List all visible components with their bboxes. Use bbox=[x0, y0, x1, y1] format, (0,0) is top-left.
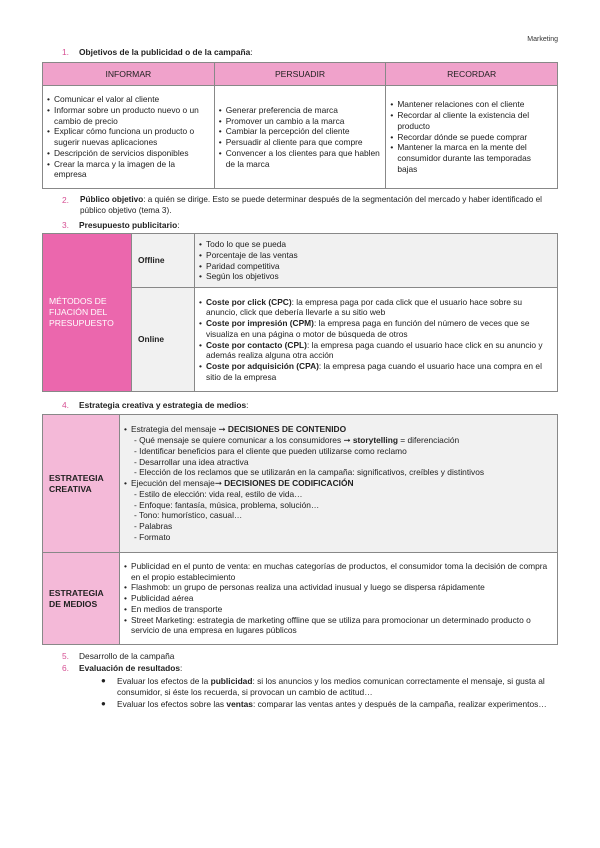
execution-bold: DECISIONES DE CODIFICACIÓN bbox=[221, 478, 354, 489]
list-item: • Promover un cambio a la marca bbox=[219, 116, 382, 127]
cpc-desc: : la empresa paga por cada click que el usuario hace sobre su anuncio, click que debería llevarle a su sitio web bbox=[206, 296, 523, 318]
section-5-number: 5. bbox=[62, 651, 69, 661]
message-strategy-bold: DECISIONES DE CONTENIDO bbox=[225, 424, 347, 435]
storytelling-term: storytelling bbox=[352, 435, 398, 446]
cpl-desc: : la empresa paga cuando el usuario hace click en su anuncio y además realiza alguna otra acción bbox=[206, 339, 543, 361]
list-item: • Cambiar la percepción del cliente bbox=[219, 126, 382, 137]
list-item bbox=[199, 361, 553, 383]
list-item: • Según los objetivos bbox=[199, 271, 553, 282]
section-2-title: Público objetivo bbox=[80, 195, 144, 204]
section-3-number: 3. bbox=[62, 220, 69, 230]
list-item: • Informar sobre un producto nuevo o un cambio de precio bbox=[47, 105, 210, 127]
execution-sub-item: - Palabras bbox=[134, 521, 173, 532]
list-item: • Todo lo que se pueda bbox=[199, 239, 553, 250]
cpm-desc: : la empresa paga en función del número de veces que se visualiza en una página o motor de búsqueda de otros bbox=[206, 318, 530, 339]
list-item bbox=[124, 424, 553, 478]
bullet-icon: ● bbox=[101, 699, 106, 708]
execution-sub-list bbox=[131, 489, 553, 543]
persuadir-cell bbox=[214, 86, 386, 189]
list-item: • Paridad competitiva bbox=[199, 261, 553, 272]
execution-sub-item: - Tono: humorístico, casual… bbox=[134, 510, 243, 521]
section-3-suffix: : bbox=[177, 220, 180, 230]
media-strategy-cell bbox=[120, 553, 558, 645]
list-item bbox=[199, 318, 553, 340]
list-item: • Mantener relaciones con el cliente bbox=[390, 99, 553, 110]
section-4-title: Estrategia creativa y estrategia de medios bbox=[79, 400, 247, 410]
section-2-number: 2. bbox=[62, 195, 69, 205]
section-2-text: : a quién se dirige. Esto se puede determinar después de la segmentación del mercado y haber identificado el público objetivo (tema 3). bbox=[80, 195, 542, 215]
list-item bbox=[199, 297, 553, 319]
section-6-number: 6. bbox=[62, 663, 69, 673]
objectives-table bbox=[42, 62, 558, 189]
message-sub-text: - Qué mensaje se quiere comunicar a los consumidores bbox=[134, 435, 344, 446]
online-list bbox=[199, 297, 553, 383]
list-item bbox=[199, 340, 553, 362]
evaluation-item-ventas bbox=[117, 699, 549, 710]
column-header-persuadir: PERSUADIR bbox=[214, 63, 386, 86]
execution-sub-item: - Formato bbox=[134, 531, 171, 542]
offline-cell bbox=[195, 234, 558, 288]
list-item: • Recordar dónde se puede comprar bbox=[390, 132, 553, 143]
arrow-icon: ➞ bbox=[214, 478, 222, 489]
evaluation-text: : comparar las ventas antes y después de la campaña, realizar experimentos… bbox=[252, 699, 547, 709]
cpc-term: Coste por click (CPC) bbox=[206, 296, 292, 307]
publicidad-term: publicidad bbox=[210, 676, 253, 686]
budget-table bbox=[42, 233, 558, 392]
list-item: • Mantener la marca en la mente del consumidor durante las temporadas bajas bbox=[390, 142, 553, 174]
media-strategy-label: ESTRATEGIA DE MEDIOS bbox=[43, 553, 120, 645]
message-sub-item bbox=[134, 435, 553, 446]
list-item bbox=[124, 478, 553, 543]
message-sub-item: - Identificar beneficios para el cliente que pueden utilizarse como reclamo bbox=[134, 445, 407, 456]
section-6-heading bbox=[62, 663, 182, 674]
section-1-heading bbox=[62, 47, 253, 58]
section-6-title: Evaluación de resultados bbox=[79, 663, 180, 673]
execution-sub-item: - Estilo de elección: vida real, estilo de vida… bbox=[134, 488, 303, 499]
list-item: • Generar preferencia de marca bbox=[219, 105, 382, 116]
online-label: Online bbox=[132, 288, 195, 392]
section-6-suffix: : bbox=[180, 663, 183, 673]
ventas-term: ventas bbox=[226, 699, 253, 709]
persuadir-list bbox=[219, 105, 382, 170]
list-item: • Flashmob: un grupo de personas realiza una actividad inusual y luego se dispersa rápidamente bbox=[124, 582, 553, 593]
section-1-title: Objetivos de la publicidad o de la campaña bbox=[79, 47, 251, 57]
list-item: • Convencer a los clientes para que hablen de la marca bbox=[219, 148, 382, 170]
section-1-suffix: : bbox=[250, 47, 253, 57]
creative-strategy-cell bbox=[120, 415, 558, 553]
message-sub-list bbox=[131, 435, 553, 478]
section-1-number: 1. bbox=[62, 47, 69, 57]
execution-prefix: Ejecución del mensaje bbox=[131, 478, 215, 489]
page-header-subject: Marketing bbox=[527, 36, 558, 43]
arrow-icon: ➞ bbox=[343, 435, 351, 446]
list-item: • Persuadir al cliente para que compre bbox=[219, 137, 382, 148]
message-sub-text: = diferenciación bbox=[397, 435, 460, 446]
creative-strategy-label: ESTRATEGIA CREATIVA bbox=[43, 415, 120, 553]
section-5-title: Desarrollo de la campaña bbox=[79, 651, 175, 661]
list-item: • Street Marketing: estrategia de marketing offline que se utiliza para promocionar un determinado producto o servicio de una empresa en lugares públicos bbox=[124, 615, 553, 637]
cpm-term: Coste por impresión (CPM) bbox=[206, 318, 314, 328]
section-4-suffix: : bbox=[246, 400, 249, 410]
list-item: • Crear la marca y la imagen de la empresa bbox=[47, 159, 210, 181]
list-item: • Comunicar el valor al cliente bbox=[47, 94, 210, 105]
list-item: • Recordar al cliente la existencia del producto bbox=[390, 110, 553, 132]
column-header-recordar: RECORDAR bbox=[386, 63, 558, 86]
message-sub-item: - Elección de los reclamos que se utilizarán en la campaña: significativos, creíbles y distintivos bbox=[134, 467, 485, 478]
message-strategy-prefix: Estrategia del mensaje bbox=[131, 424, 219, 435]
budget-methods-header: MÉTODOS DE FIJACIÓN DEL PRESUPUESTO bbox=[43, 234, 132, 392]
section-4-number: 4. bbox=[62, 400, 69, 410]
message-sub-item: - Desarrollar una idea atractiva bbox=[134, 456, 249, 467]
list-item: • Porcentaje de las ventas bbox=[199, 250, 553, 261]
section-4-heading bbox=[62, 400, 248, 411]
cpa-term: Coste por adquisición (CPA) bbox=[206, 361, 319, 371]
evaluation-text: : si los anuncios y los medios comunican correctamente el mensaje, si gusta al consumidor, si éste los recuerda, si provocan un cambio de actitud… bbox=[117, 676, 545, 697]
list-item: • Explicar cómo funciona un producto o sugerir nuevas aplicaciones bbox=[47, 126, 210, 148]
media-strategy-list bbox=[124, 561, 553, 636]
column-header-informar: INFORMAR bbox=[43, 63, 215, 86]
cpl-term: Coste por contacto (CPL) bbox=[206, 339, 307, 350]
evaluation-text: Evaluar los efectos de la bbox=[117, 676, 211, 686]
creative-strategy-list bbox=[124, 424, 553, 542]
cpa-desc: : la empresa paga cuando el usuario hace una compra en el sitio de la empresa bbox=[206, 361, 542, 382]
arrow-icon: ➞ bbox=[218, 424, 226, 435]
evaluation-text: Evaluar los efectos sobre las bbox=[117, 699, 227, 709]
section-3-title: Presupuesto publicitario bbox=[79, 220, 178, 230]
list-item: • Descripción de servicios disponibles bbox=[47, 148, 210, 159]
strategy-table bbox=[42, 414, 558, 645]
section-5-heading bbox=[62, 651, 174, 662]
list-item: • Publicidad en el punto de venta: en muchas categorías de productos, el consumidor toma la decisión de compra en el propio establecimiento bbox=[124, 561, 553, 583]
informar-list bbox=[47, 94, 210, 180]
informar-cell bbox=[43, 86, 215, 189]
section-2-heading bbox=[62, 195, 79, 206]
recordar-list bbox=[390, 99, 553, 174]
recordar-cell bbox=[386, 86, 558, 189]
online-cell bbox=[195, 288, 558, 392]
execution-sub-item: - Enfoque: fantasía, música, problema, solución… bbox=[134, 499, 320, 510]
bullet-icon: ● bbox=[101, 676, 106, 685]
section-3-heading bbox=[62, 220, 180, 231]
offline-list bbox=[199, 239, 553, 282]
section-2-text-block bbox=[80, 195, 550, 216]
offline-label: Offline bbox=[132, 234, 195, 288]
list-item: • En medios de transporte bbox=[124, 604, 553, 615]
list-item: • Publicidad aérea bbox=[124, 593, 553, 604]
evaluation-item-publicidad bbox=[117, 676, 549, 698]
